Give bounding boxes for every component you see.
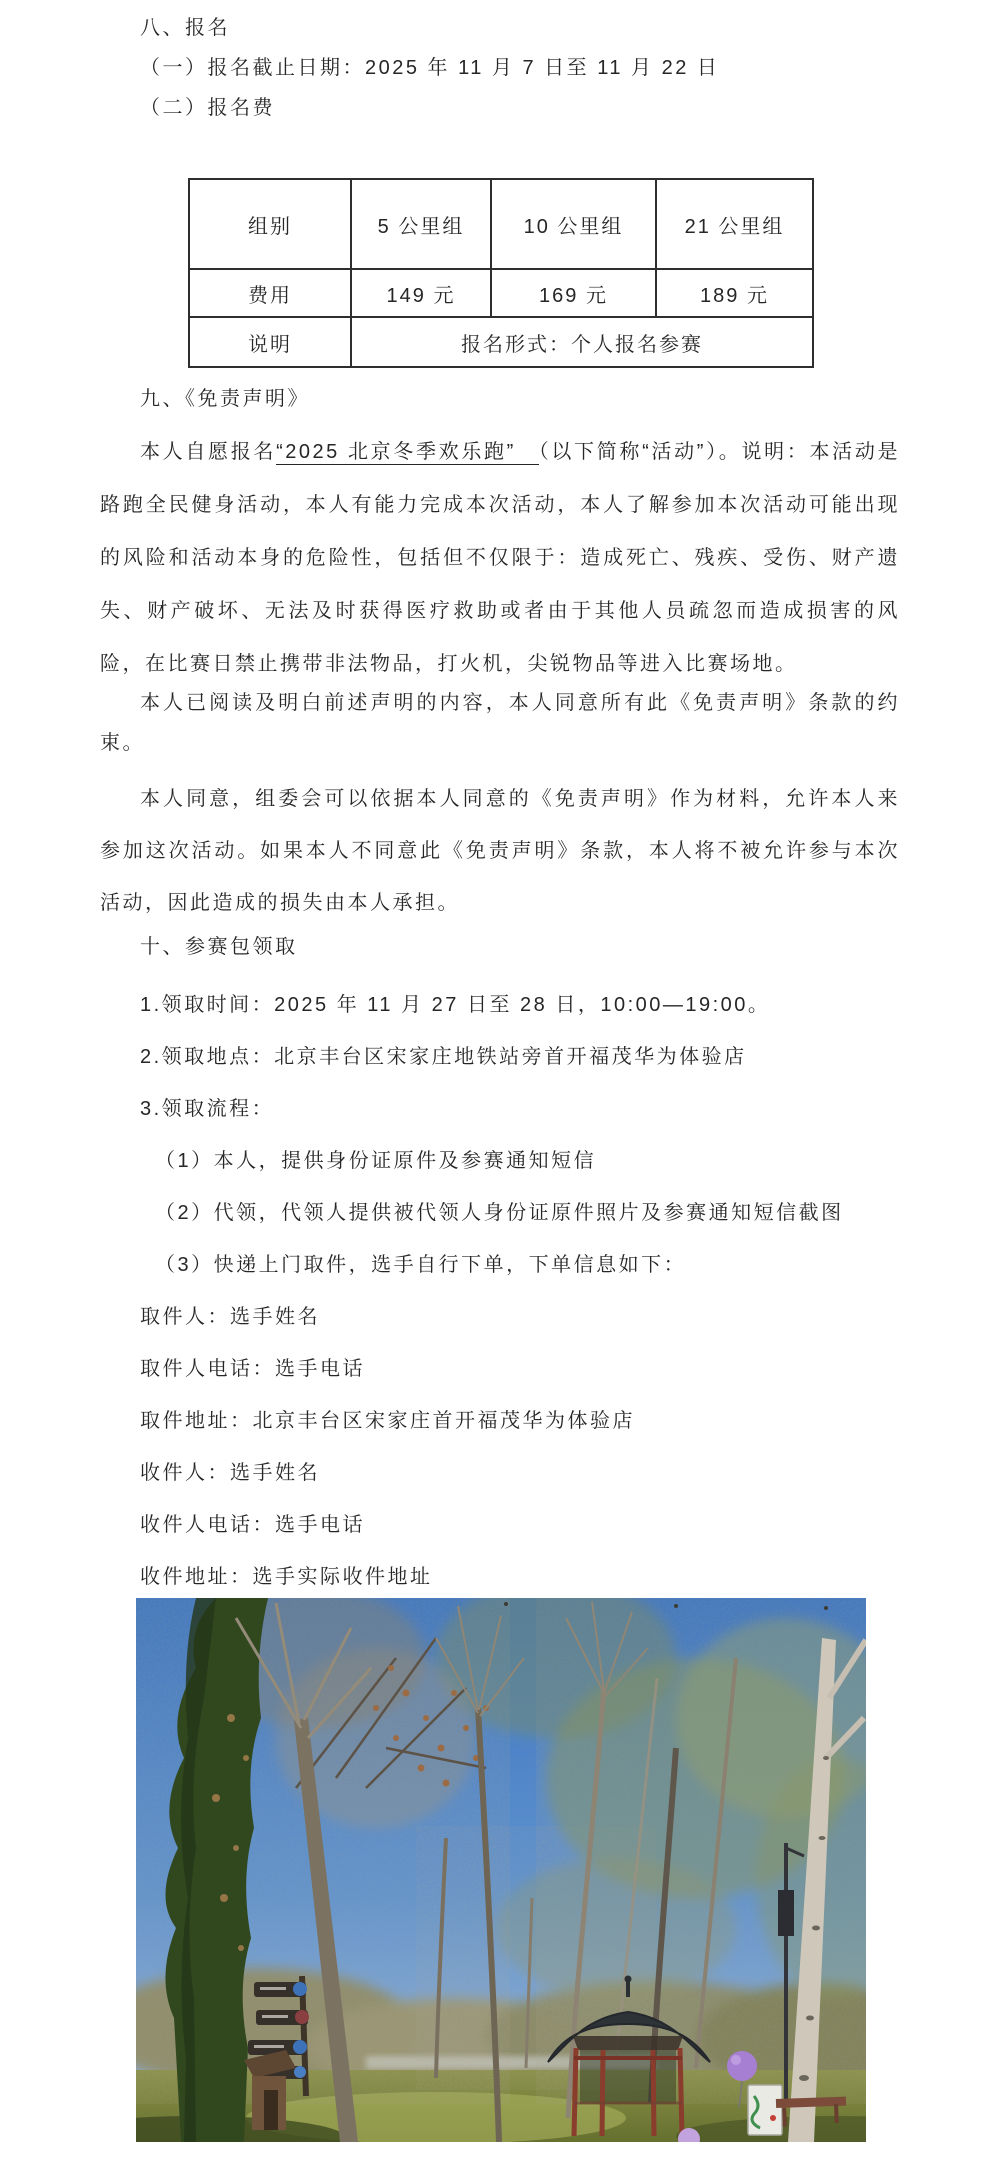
- map-sign: [748, 2085, 782, 2135]
- fee-table-fee-row: [189, 269, 813, 317]
- disclaimer-paragraph-1: [100, 426, 900, 691]
- pickup-address-line: 取件地址：北京丰台区宋家庄首开福茂华为体验店: [140, 1410, 635, 1432]
- registration-deadline: （一）报名截止日期：2025 年 11 月 7 日至 11 月 22 日: [140, 57, 720, 79]
- receiver-address-line: 收件地址：选手实际收件地址: [140, 1566, 433, 1588]
- fee-table-cell: 169 元: [491, 269, 656, 317]
- pickup-name-line: 取件人：选手姓名: [140, 1306, 320, 1328]
- disclaimer-p1-before: 本人自愿报名: [140, 441, 277, 463]
- fee-table-header-cell: 21 公里组: [656, 179, 813, 269]
- section-8-heading: 八、报名: [140, 17, 230, 39]
- section-10-heading: 十、参赛包领取: [140, 936, 298, 958]
- packet-process-step-1: （1）本人，提供身份证原件及参赛通知短信: [155, 1150, 597, 1172]
- fee-table-header-cell: 5 公里组: [351, 179, 491, 269]
- fee-table-note-cell: 报名形式：个人报名参赛: [351, 317, 813, 367]
- event-name-underlined: “2025 北京冬季欢乐跑”: [276, 441, 539, 463]
- pickup-phone-line: 取件人电话：选手电话: [140, 1358, 365, 1380]
- fee-table-header-cell: 组别: [189, 179, 351, 269]
- disclaimer-paragraph-2: 本人已阅读及明白前述声明的内容，本人同意所有此《免责声明》条款的约束。: [100, 692, 900, 754]
- disclaimer-paragraph-3: 本人同意，组委会可以依据本人同意的《免责声明》作为材料，允许本人来参加这次活动。如果本人不同意此《免责声明》条款，本人将不被允许参与本次活动，因此造成的损失由本人承担。: [100, 788, 900, 914]
- packet-process-step-3: （3）快递上门取件，选手自行下单，下单信息如下：: [155, 1254, 687, 1276]
- fee-table-cell: 149 元: [351, 269, 491, 317]
- disclaimer-p1-after: （以下简称“活动”）。说明：本活动是路跑全民健身活动，本人有能力完成本次活动，本人了解参加本次活动可能出现的风险和活动本身的危险性，包括但不仅限于：造成死亡、残疾、受伤、财产遗失、财产破坏、无法及时获得医疗救助或者由于其他人员疏忽而造成损害的风险，在比赛日禁止携带非法物品，打火机，尖锐物品等进入比赛场地。: [100, 441, 901, 675]
- section-9-heading: 九、《免责声明》: [140, 388, 310, 410]
- receiver-phone-line: 收件人电话：选手电话: [140, 1514, 365, 1536]
- receiver-name-line: 收件人：选手姓名: [140, 1462, 320, 1484]
- packet-process-label: 3.领取流程：: [140, 1098, 275, 1120]
- fee-table-header-cell: 10 公里组: [491, 179, 656, 269]
- fee-table-cell: 说明: [189, 317, 351, 367]
- park-photo: [136, 1598, 866, 2142]
- registration-fee-label: （二）报名费: [140, 97, 275, 119]
- fee-table-header-row: [189, 179, 813, 269]
- packet-time: 1.领取时间：2025 年 11 月 27 日至 28 日，10:00—19:00。: [140, 994, 771, 1016]
- packet-location: 2.领取地点：北京丰台区宋家庄地铁站旁首开福茂华为体验店: [140, 1046, 747, 1068]
- packet-process-step-2: （2）代领，代领人提供被代领人身份证原件照片及参赛通知短信截图: [155, 1202, 844, 1224]
- fee-table-note-row: [189, 317, 813, 367]
- park-photo-illustration: [136, 1598, 866, 2142]
- fee-table-cell: 189 元: [656, 269, 813, 317]
- fee-table-cell: 费用: [189, 269, 351, 317]
- fee-table: [188, 178, 814, 368]
- document-page: [100, 15, 900, 2164]
